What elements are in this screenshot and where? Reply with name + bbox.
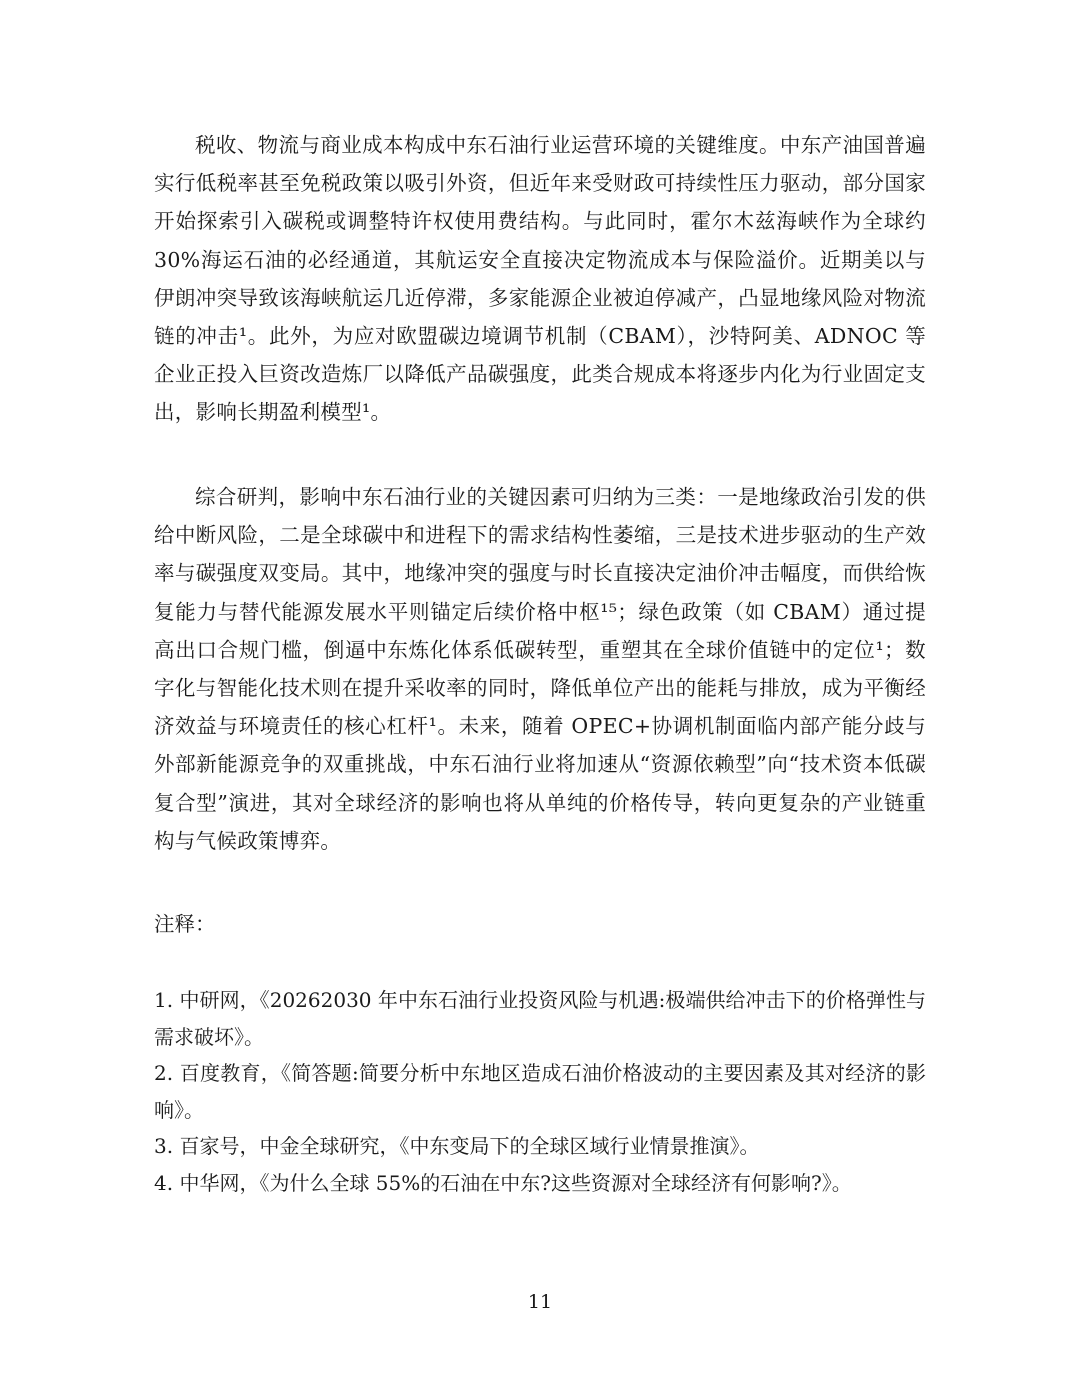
notes-heading: 注释： — [154, 912, 216, 936]
page-number: 11 — [527, 1291, 553, 1313]
note-item-2: 2. 百度教育，《简答题:简要分析中东地区造成石油价格波动的主要因素及其对经济的影响》。 — [154, 1061, 926, 1122]
notes-list — [154, 982, 926, 1201]
body-paragraph-2: 综合研判，影响中东石油行业的关键因素可归纳为三类：一是地缘政治引发的供给中断风险，二是全球碳中和进程下的需求结构性萎缩，三是技术进步驱动的生产效率与碳强度双变局。其中，地缘冲突的强度与时长直接决定油价冲击幅度，而供给恢复能力与替代能源发展水平则锚定后续价格中枢¹⁵；绿色政策（如 CBAM）通过提高出口合规门槛，倒逼中东炼化体系低碳转型，重塑其在全球价值链中的定位¹；数字化与智能化技术则在提升采收率的同时，降低单位产出的能耗与排放，成为平衡经济效益与环境责任的核心杠杆¹。未来，随着 OPEC+协调机制面临内部产能分歧与外部新能源竞争的双重挑战，中东石油行业将加速从“资源依赖型”向“技术资本低碳复合型”演进，其对全球经济的影响也将从单纯的价格传导，转向更复杂的产业链重构与气候政策博弈。 — [154, 485, 926, 853]
body-paragraph-1: 税收、物流与商业成本构成中东石油行业运营环境的关键维度。中东产油国普遍实行低税率甚至免税政策以吸引外资，但近年来受财政可持续性压力驱动，部分国家开始探索引入碳税或调整特许权使用费结构。与此同时，霍尔木兹海峡作为全球约 30%海运石油的必经通道，其航运安全直接决定物流成本与保险溢价。近期美以与伊朗冲突导致该海峡航运几近停滞，多家能源企业被迫停减产，凸显地缘风险对物流链的冲击¹。此外，为应对欧盟碳边境调节机制（CBAM），沙特阿美、ADNOC 等企业正投入巨资改造炼厂以降低产品碳强度，此类合规成本将逐步内化为行业固定支出，影响长期盈利模型¹。 — [154, 133, 926, 425]
note-item-1: 1. 中研网，《20262030 年中东石油行业投资风险与机遇:极端供给冲击下的价格弹性与需求破坏》。 — [154, 988, 926, 1049]
note-item-3: 3. 百家号，中金全球研究，《中东变局下的全球区域行业情景推演》。 — [154, 1134, 760, 1158]
note-item-4: 4. 中华网，《为什么全球 55%的石油在中东?这些资源对全球经济有何影响?》。 — [154, 1170, 852, 1195]
